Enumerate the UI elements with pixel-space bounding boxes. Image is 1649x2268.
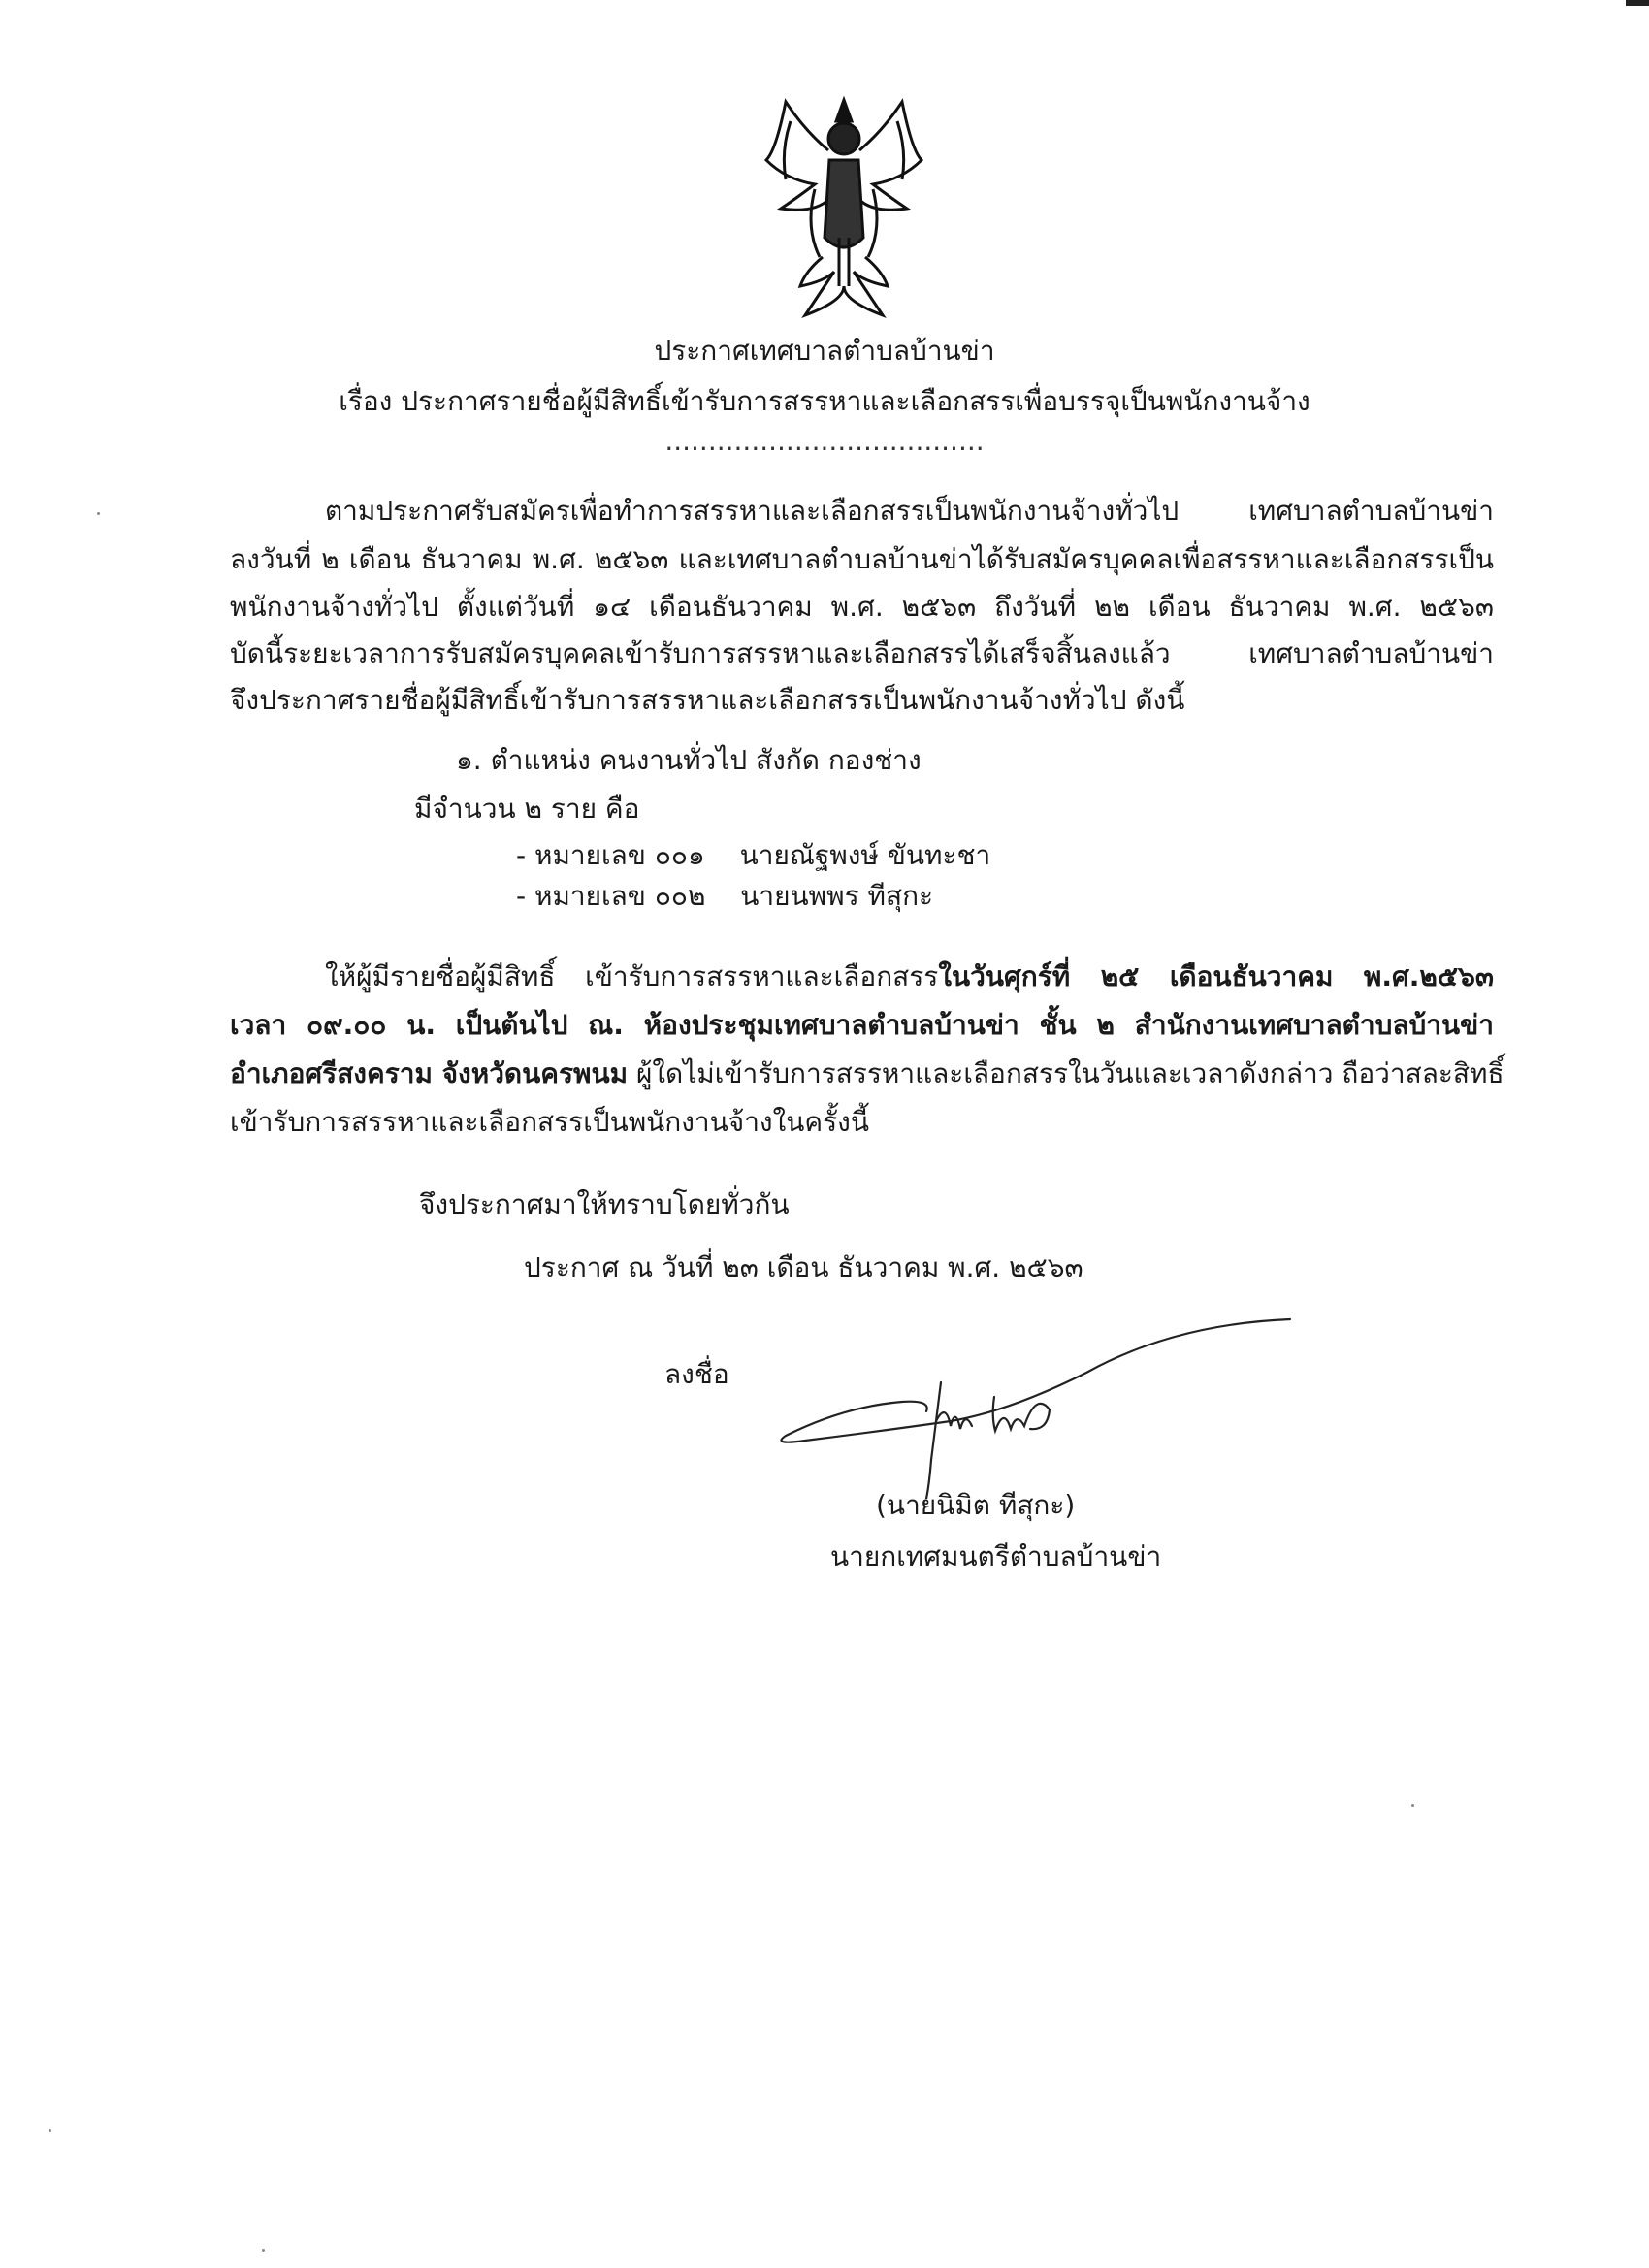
candidate-row — [516, 875, 933, 918]
instruction-line-2 — [230, 1004, 1494, 1047]
header-divider: ..................................... — [664, 425, 985, 457]
candidate-number: - หมายเลข ๐๐๒ — [516, 880, 706, 912]
closing-announce: จึงประกาศมาให้ทราบโดยทั่วกัน — [419, 1188, 790, 1220]
scan-speck — [48, 2129, 51, 2132]
announcement-org: ประกาศเทศบาลตำบลบ้านข่า — [654, 335, 995, 367]
candidate-count: มีจำนวน ๒ ราย คือ — [414, 793, 640, 825]
scan-speck — [1411, 1804, 1414, 1807]
instruction-line-3 — [230, 1053, 1504, 1095]
intro-line-1: ตามประกาศรับสมัครเพื่อทำการสรรหาและเลือกสรรเป็นพนักงานจ้างทั่วไป เทศบาลตำบลบ้านข่า — [325, 495, 1494, 527]
candidate-name: นายณัฐพงษ์ ขันทะชา — [739, 839, 991, 871]
intro-line-5: จึงประกาศรายชื่อผู้มีสิทธิ์เข้ารับการสรรหาและเลือกสรรเป็นพนักงานจ้างทั่วไป ดังนี้ — [230, 684, 1185, 716]
position-title: ๑. ตำแหน่ง คนงานทั่วไป สังกัด กองช่าง — [456, 744, 922, 776]
signatory-name: (นายนิมิต ทีสุกะ) — [876, 1489, 1076, 1521]
instruction-forfeit: ผู้ใดไม่เข้ารับการสรรหาและเลือกสรรในวันและเวลาดังกล่าว ถือว่าสละสิทธิ์ — [628, 1057, 1504, 1089]
instruction-line-4: เข้ารับการสรรหาและเลือกสรรเป็นพนักงานจ้างในครั้งนี้ — [230, 1106, 869, 1138]
announcement-subject: เรื่อง ประกาศรายชื่อผู้มีสิทธิ์เข้ารับการสรรหาและเลือกสรรเพื่อบรรจุเป็นพนักงานจ้าง — [339, 385, 1310, 417]
instruction-location: อำเภอศรีสงคราม จังหวัดนครพนม — [230, 1057, 629, 1089]
scan-speck — [262, 2249, 265, 2252]
instruction-date: ในวันศุกร์ที่ ๒๕ เดือนธันวาคม พ.ศ.๒๕๖๓ — [938, 960, 1494, 992]
candidate-number: - หมายเลข ๐๐๑ — [516, 839, 705, 871]
scan-mark — [1626, 0, 1649, 6]
intro-line-2: ลงวันที่ ๒ เดือน ธันวาคม พ.ศ. ๒๕๖๓ และเทศบาลตำบลบ้านข่าได้รับสมัครบุคคลเพื่อสรรหาและเลือกสรรเป็น — [230, 543, 1494, 575]
garuda-emblem-icon — [747, 92, 941, 325]
signature-label: ลงชื่อ — [664, 1358, 729, 1390]
announcement-date: ประกาศ ณ วันที่ ๒๓ เดือน ธันวาคม พ.ศ. ๒๕๖๓ — [524, 1251, 1083, 1283]
intro-line-3: พนักงานจ้างทั่วไป ตั้งแต่วันที่ ๑๔ เดือนธันวาคม พ.ศ. ๒๕๖๓ ถึงวันที่ ๒๒ เดือน ธันวาคม พ.ศ. ๒๕๖๓ — [230, 591, 1494, 623]
candidate-row — [516, 834, 990, 877]
instruction-line-1-text: ให้ผู้มีรายชื่อผู้มีสิทธิ์ เข้ารับการสรรหาและเลือกสรร — [325, 960, 939, 992]
scan-speck — [97, 512, 100, 515]
instruction-time-venue: เวลา ๐๙.๐๐ น. เป็นต้นไป ณ. ห้องประชุมเทศบาลตำบลบ้านข่า ชั้น ๒ สำนักงานเทศบาลตำบลบ้านข่า — [230, 1009, 1494, 1041]
candidate-name: นายนพพร ทีสุกะ — [740, 880, 934, 912]
instruction-line-1 — [325, 956, 1494, 998]
signatory-title: นายกเทศมนตรีตำบลบ้านข่า — [830, 1540, 1162, 1572]
intro-line-4: บัดนี้ระยะเวลาการรับสมัครบุคคลเข้ารับการสรรหาและเลือกสรรได้เสร็จสิ้นลงแล้ว เทศบาลตำบลบ้านข่า — [230, 637, 1494, 669]
signature-scribble — [766, 1305, 1310, 1499]
